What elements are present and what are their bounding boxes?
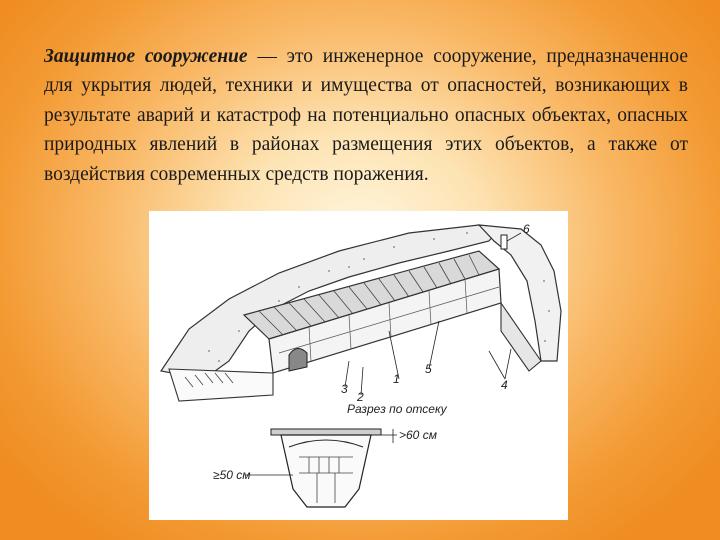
- entrance-arch: [289, 348, 307, 371]
- shelter-diagram: [149, 211, 568, 520]
- definition-term: Защитное сооружение: [44, 45, 248, 67]
- callout-2: 2: [357, 390, 364, 404]
- callout-1: 1: [393, 372, 400, 386]
- callout-4: 4: [501, 378, 508, 392]
- cross-section: [245, 429, 397, 507]
- callout-3: 3: [341, 382, 348, 396]
- section-caption: Разрез по отсеку: [347, 402, 447, 416]
- definition-body: — это инженерное сооружение, предназначенное для укрытия людей, техники и имущества от опасностей, возникающих в результате аварий и катастроф на потенциально опасных объектах, опасных природных явлений в районах размещения этих объектов, а также от воздействия современных средств поражения.: [44, 45, 688, 185]
- callout-5: 5: [425, 362, 432, 376]
- shelter-drawing: [149, 211, 568, 520]
- trench-passage: [169, 369, 273, 401]
- vent-pipe: [501, 235, 507, 249]
- width-label: ≥50 см: [213, 468, 251, 482]
- definition-text: [44, 42, 688, 190]
- callout-6: 6: [523, 222, 530, 236]
- depth-label: >60 см: [399, 428, 437, 442]
